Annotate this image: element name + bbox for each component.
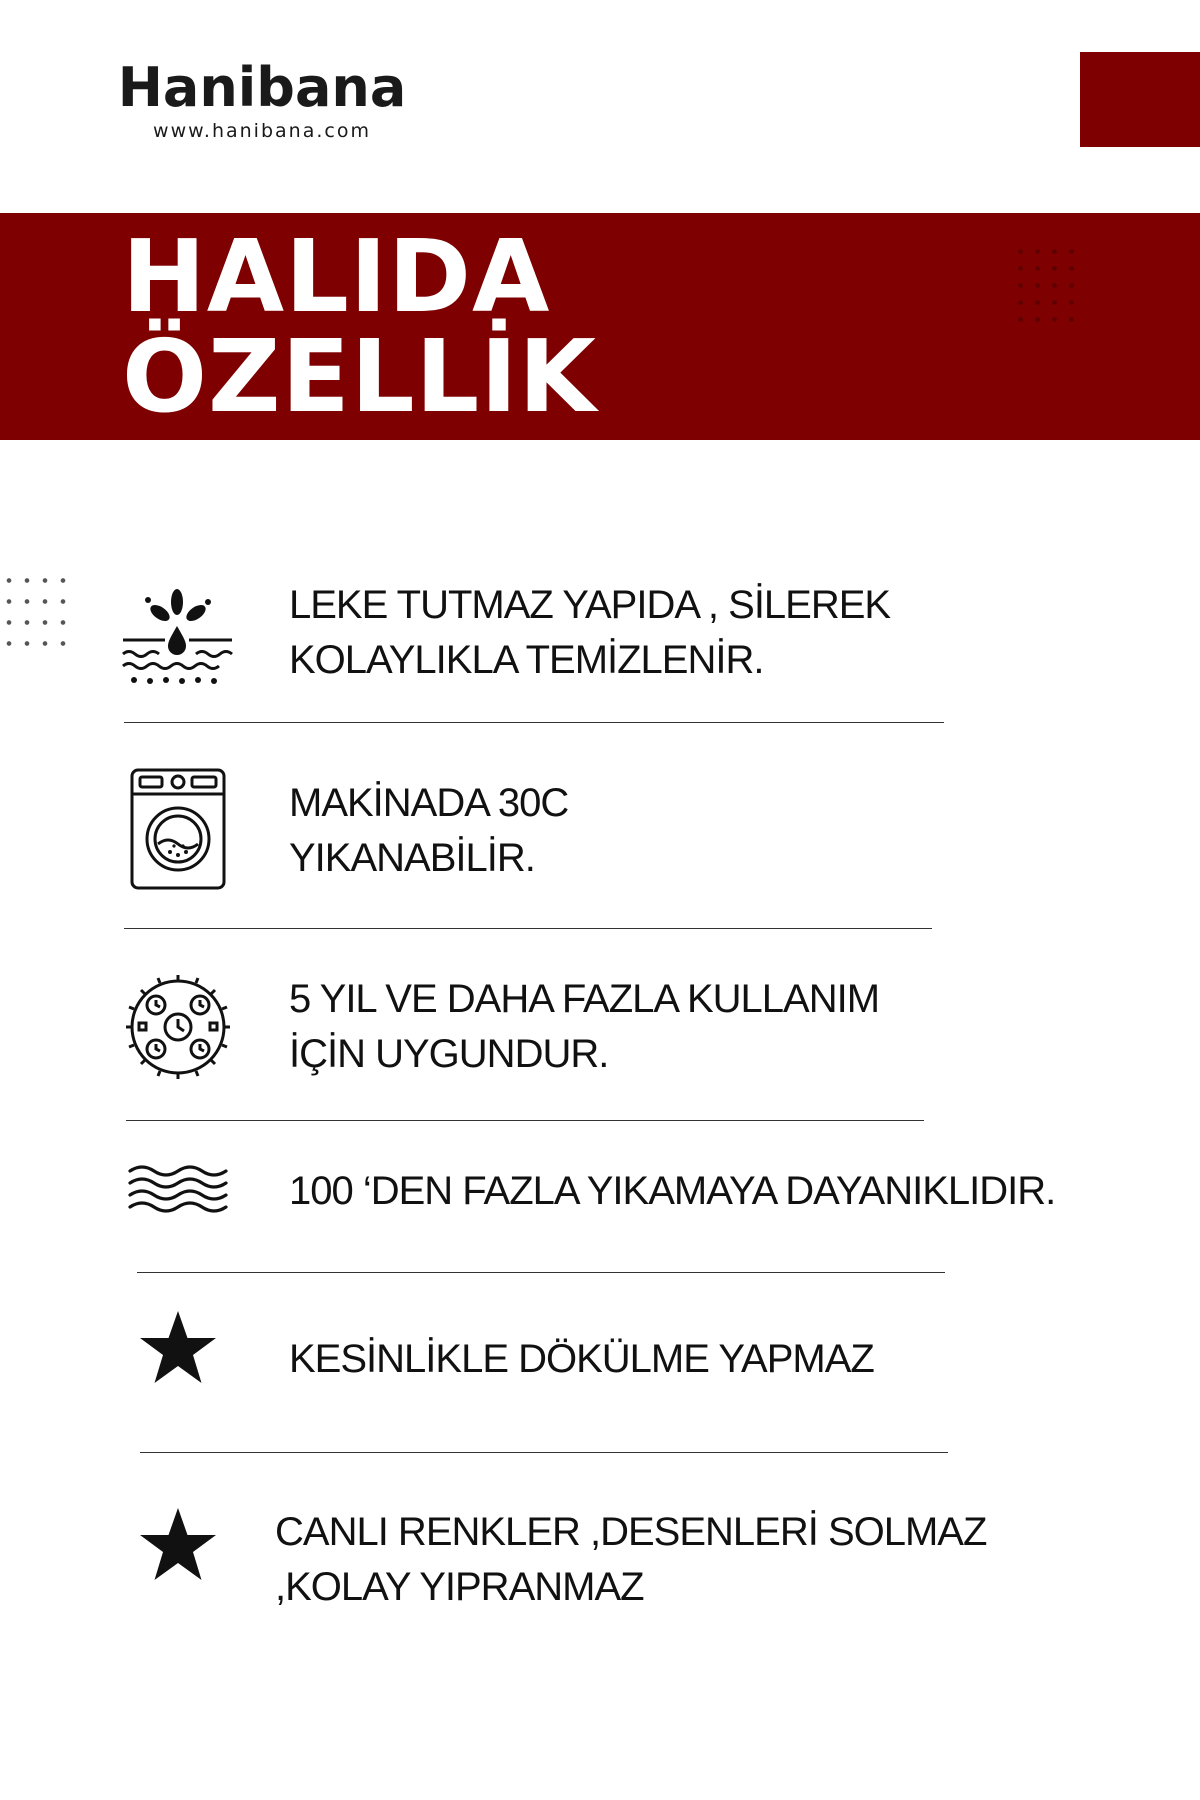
feature-text-line-2: KOLAYLIKLA TEMİZLENİR. [289,638,764,682]
divider [137,1272,945,1273]
star-icon [120,1495,235,1595]
divider [140,1452,948,1453]
banner-dot-pattern [1012,243,1086,333]
feature-text-line-2: ,KOLAY YIPRANMAZ [275,1565,644,1609]
page-title-line-2: ÖZELLİK [122,318,597,435]
feature-text-line-2: İÇİN UYGUNDUR. [289,1032,609,1076]
waves-icon [120,1124,235,1254]
brand-website: www.hanibana.com [153,120,371,142]
divider [124,928,932,929]
divider [126,1120,924,1121]
feature-text-line-2: YIKANABİLİR. [289,836,535,880]
feature-text-line-1: 5 YIL VE DAHA FAZLA KULLANIM [289,977,880,1021]
page-title [122,218,597,435]
durability-clock-icon [120,962,235,1092]
brand-logo [112,58,412,142]
feature-text [289,578,890,688]
feature-text-line-1: CANLI RENKLER ,DESENLERİ SOLMAZ [275,1510,987,1554]
page-title-line-1: HALIDA [122,218,551,335]
feature-text-line-1: MAKİNADA 30C [289,781,569,825]
title-banner [0,213,1200,440]
feature-text [289,776,568,886]
feature-text [275,1505,986,1615]
divider [124,722,944,723]
feature-text-line-1: 100 ‘DEN FAZLA YIKAMAYA DAYANIKLIDIR. [289,1169,1056,1213]
washing-machine-icon [120,764,235,894]
stain-resistant-icon [120,570,235,700]
feature-text [289,1164,1055,1219]
feature-text-line-1: LEKE TUTMAZ YAPIDA , SİLEREK [289,583,891,627]
star-icon [120,1300,235,1396]
feature-text [289,1332,874,1387]
side-dot-pattern [0,570,78,662]
corner-accent-block [1080,52,1200,147]
feature-text [289,972,879,1082]
brand-name: Hanibana [117,56,407,119]
feature-text-line-1: KESİNLİKLE DÖKÜLME YAPMAZ [289,1337,874,1381]
